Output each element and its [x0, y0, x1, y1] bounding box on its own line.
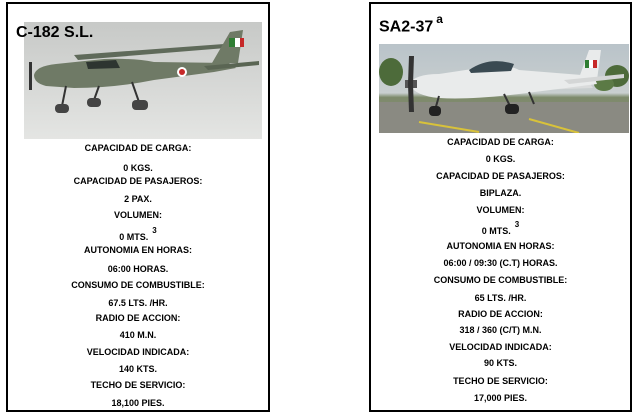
aircraft-photo-sa237 — [379, 44, 629, 133]
spec-value-passengers: BIPLAZA. — [479, 188, 522, 198]
aircraft-title: SA2-37 $^a$ — [379, 12, 443, 36]
spec-label-volume: VOLUMEN: — [476, 205, 525, 215]
spec-value-volume-sup: 3 — [152, 226, 157, 235]
spec-value-consumption: 67.5 LTS. /HR. — [108, 298, 168, 308]
spec-label-autonomy: AUTONOMIA EN HORAS: — [84, 245, 192, 255]
spec-value-range: 318 / 360 (C/T) M.N. — [459, 325, 542, 335]
spec-label-range: RADIO DE ACCION: — [458, 309, 543, 319]
spec-value-autonomy: 06:00 HORAS. — [107, 264, 169, 274]
spec-label-passengers: CAPACIDAD DE PASAJEROS: — [436, 171, 565, 181]
spec-value-speed: 90 KTS. — [483, 358, 517, 368]
spec-label-range: RADIO DE ACCION: — [95, 313, 181, 323]
spec-value-cargo: 0 KGS. — [123, 163, 153, 173]
aircraft-title-sup: a — [436, 12, 443, 26]
spec-value-cargo: 0 KGS. — [485, 154, 516, 164]
spec-value-range: 410 M.N. — [119, 330, 157, 340]
spec-label-volume: VOLUMEN: — [114, 210, 162, 220]
spec-value-autonomy: 06:00 / 09:30 (C.T) HORAS. — [443, 258, 558, 268]
spec-value-passengers: 2 PAX. — [124, 194, 152, 204]
spec-label-ceiling: TECHO DE SERVICIO: — [453, 376, 548, 386]
spec-value-volume: 0 MTS.$^3$ — [119, 226, 157, 242]
aircraft-title: C-182 S.L. — [16, 24, 94, 41]
spec-value-consumption: 65 LTS. /HR. — [474, 293, 527, 303]
spec-label-autonomy: AUTONOMIA EN HORAS: — [446, 241, 555, 251]
spec-value-volume-sup: 3 — [514, 220, 520, 229]
spec-label-speed: VELOCIDAD INDICADA: — [449, 342, 552, 352]
spec-label-consumption: CONSUMO DE COMBUSTIBLE: — [433, 275, 568, 285]
spec-label-cargo: CAPACIDAD DE CARGA: — [447, 137, 554, 147]
spec-value-speed: 140 KTS. — [118, 364, 158, 374]
spec-label-passengers: CAPACIDAD DE PASAJEROS: — [73, 176, 203, 186]
aircraft-card-sa237 — [369, 2, 632, 412]
aircraft-card-c182 — [6, 2, 270, 412]
spec-label-ceiling: TECHO DE SERVICIO: — [90, 380, 186, 390]
spec-label-consumption: CONSUMO DE COMBUSTIBLE: — [71, 280, 205, 290]
spec-label-cargo: CAPACIDAD DE CARGA: — [84, 143, 192, 153]
spec-value-volume: 0 MTS.$^3$ — [481, 220, 520, 236]
spec-value-ceiling: 17,000 PIES. — [473, 393, 528, 403]
spec-value-ceiling: 18,100 PIES. — [111, 398, 165, 408]
spec-label-speed: VELOCIDAD INDICADA: — [86, 347, 190, 357]
